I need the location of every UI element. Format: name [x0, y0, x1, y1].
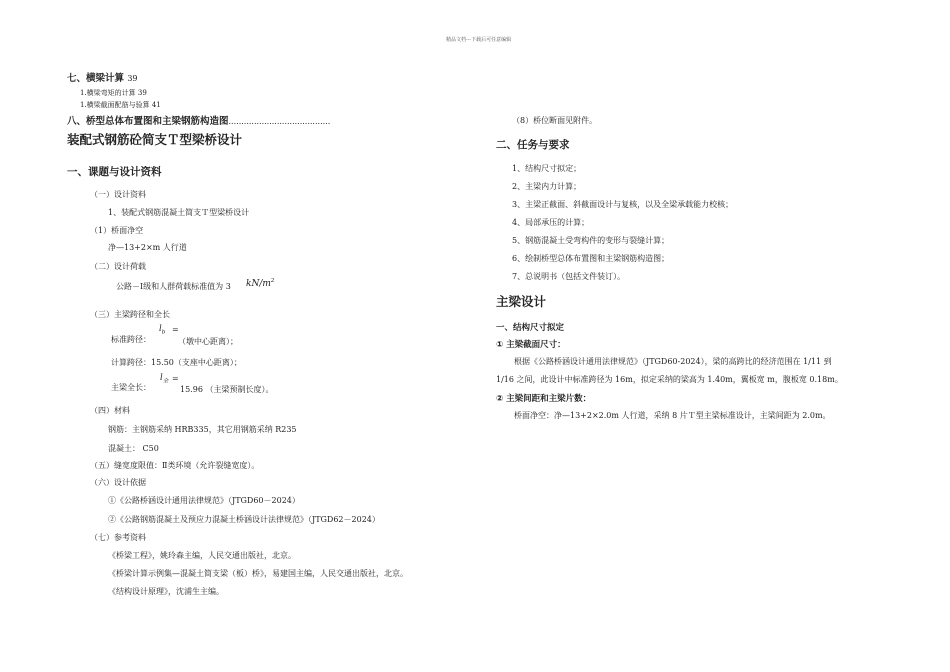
span-heading: （三）主梁跨径和全长: [90, 310, 170, 319]
full-length-symbol: [160, 373, 168, 385]
references-heading: （七）参考资料: [90, 533, 146, 542]
toc-leader-dots: ........................................: [228, 117, 331, 126]
standard-span-symbol: [159, 324, 165, 336]
load-heading: （二）设计荷载: [90, 262, 146, 271]
concrete-spec: 混凝土： C50: [108, 444, 159, 453]
full-length-value: 15.96 （主梁预制长度）。: [180, 385, 274, 394]
material-heading: （四）材料: [90, 406, 130, 415]
load-unit-text: kN/m: [246, 279, 271, 289]
standard-span-symbol-l: l: [159, 324, 162, 334]
page-header: 精品文档---下载后可任意编辑: [446, 37, 512, 43]
crack-width-limit: （五）缝宽度限值：Ⅱ类环境（允许裂缝宽度）。: [90, 461, 260, 470]
steel-spec: 钢筋：主钢筋采纳 HRB335，其它用钢筋采纳 R235: [108, 425, 297, 434]
task-item: 7、总说明书（包括文件装订）。: [512, 272, 626, 281]
load-unit: [246, 278, 274, 289]
reference-item-3: 《结构设计原理》，沈浦生主编。: [108, 587, 224, 596]
load-value-text: 公路－Ⅰ级和人群荷载标准值为 3: [116, 282, 231, 291]
task-item: 6、绘制桥型总体布置图和主梁钢筋构造图；: [512, 254, 670, 263]
beam-spacing-heading: ② 主梁间距和主梁片数：: [496, 394, 592, 404]
structure-sizing-heading: 一、结构尺寸拟定: [496, 323, 565, 333]
document-title: 装配式钢筋砼简支Ｔ型梁桥设计: [67, 132, 243, 147]
reference-item-2: 《桥梁计算示例集—混凝土简支梁（板）桥》，易建国主编，人民交通出版社，北京。: [108, 569, 408, 578]
section-dimension-paragraph-line-2: 1/16 之间，此设计中标准跨径为 16m，拟定采纳的梁高为 1.40m，翼板宽 m，腹板宽 0.18m。: [496, 375, 843, 384]
design-data-item: 1、装配式钢筋混凝土简支Ｔ型梁桥设计: [108, 208, 250, 217]
toc-item-1: 1.横梁弯矩的计算 39: [80, 89, 147, 97]
clearance-heading: （1）桥面净空: [90, 226, 144, 235]
standard-span-equals: =: [172, 325, 179, 334]
basis-item-1: ①《公路桥涵设计通用法律规范》（JTGD60－2024）: [108, 496, 300, 505]
reference-item-1: 《桥梁工程》，姚玲森主编，人民交通出版社，北京。: [108, 551, 296, 560]
task-item: 1、结构尺寸拟定；: [512, 164, 582, 173]
load-unit-exponent: 2: [270, 278, 275, 284]
basis-item-2: ②《公路钢筋混凝土及预应力混凝土桥涵设计法律规范》（JTGD62－2024）: [108, 515, 380, 524]
toc-heading-7: [67, 70, 138, 84]
full-length-symbol-l: l: [160, 373, 163, 383]
task-item: 2、主梁内力计算；: [512, 182, 582, 191]
full-length-symbol-sub: 全: [162, 378, 169, 385]
section-dimension-paragraph-line-1: 根据《公路桥涵设计通用法律规范》（JTGD60-2024），梁的高跨比的经济范围在 1/11 到: [514, 357, 832, 366]
section-1-heading: 一、课题与设计资料: [67, 166, 162, 178]
bridge-section-note: （8）桥位断面见附件。: [512, 116, 598, 125]
section-2-heading: 二、任务与要求: [496, 139, 570, 151]
toc-heading-8-text: 八、桥型总体布置图和主梁钢筋构造图: [67, 116, 229, 127]
beam-spacing-paragraph: 桥面净空：净—13+2×2.0m 人行道，采纳 8 片Ｔ型主梁标准设计，主梁间距为 2.0m。: [514, 411, 831, 420]
toc-item-2: 1.横梁截面配筋与验算 41: [80, 101, 161, 109]
clearance-value: 净—13+2×m 人行道: [108, 243, 187, 252]
full-length-equals: =: [172, 374, 179, 383]
task-item: 3、主梁正截面、斜截面设计与复核，以及全梁承载能力校核；: [512, 200, 734, 209]
design-data-heading: （一）设计资料: [90, 190, 146, 199]
standard-span-symbol-sub: b: [161, 329, 166, 336]
toc-heading-7-text: 七、横梁计算: [67, 73, 125, 84]
toc-heading-7-page: 39: [127, 74, 138, 83]
load-value: [116, 281, 231, 292]
basis-heading: （六）设计依据: [90, 478, 146, 487]
full-length-label: 主梁全长：: [111, 383, 151, 392]
calc-span: 计算跨径：15.50（支座中心距离）；: [111, 358, 242, 367]
section-dimension-heading: ① 主梁截面尺寸：: [496, 340, 566, 350]
task-item: 4、局部承压的计算；: [512, 218, 590, 227]
standard-span-note: （墩中心距离）；: [178, 337, 238, 346]
main-beam-design-title: 主梁设计: [496, 294, 547, 309]
toc-heading-8: [67, 113, 330, 127]
standard-span-label: 标准跨径：: [111, 335, 151, 344]
task-item: 5、钢筋混凝土受弯构件的变形与裂缝计算；: [512, 236, 670, 245]
